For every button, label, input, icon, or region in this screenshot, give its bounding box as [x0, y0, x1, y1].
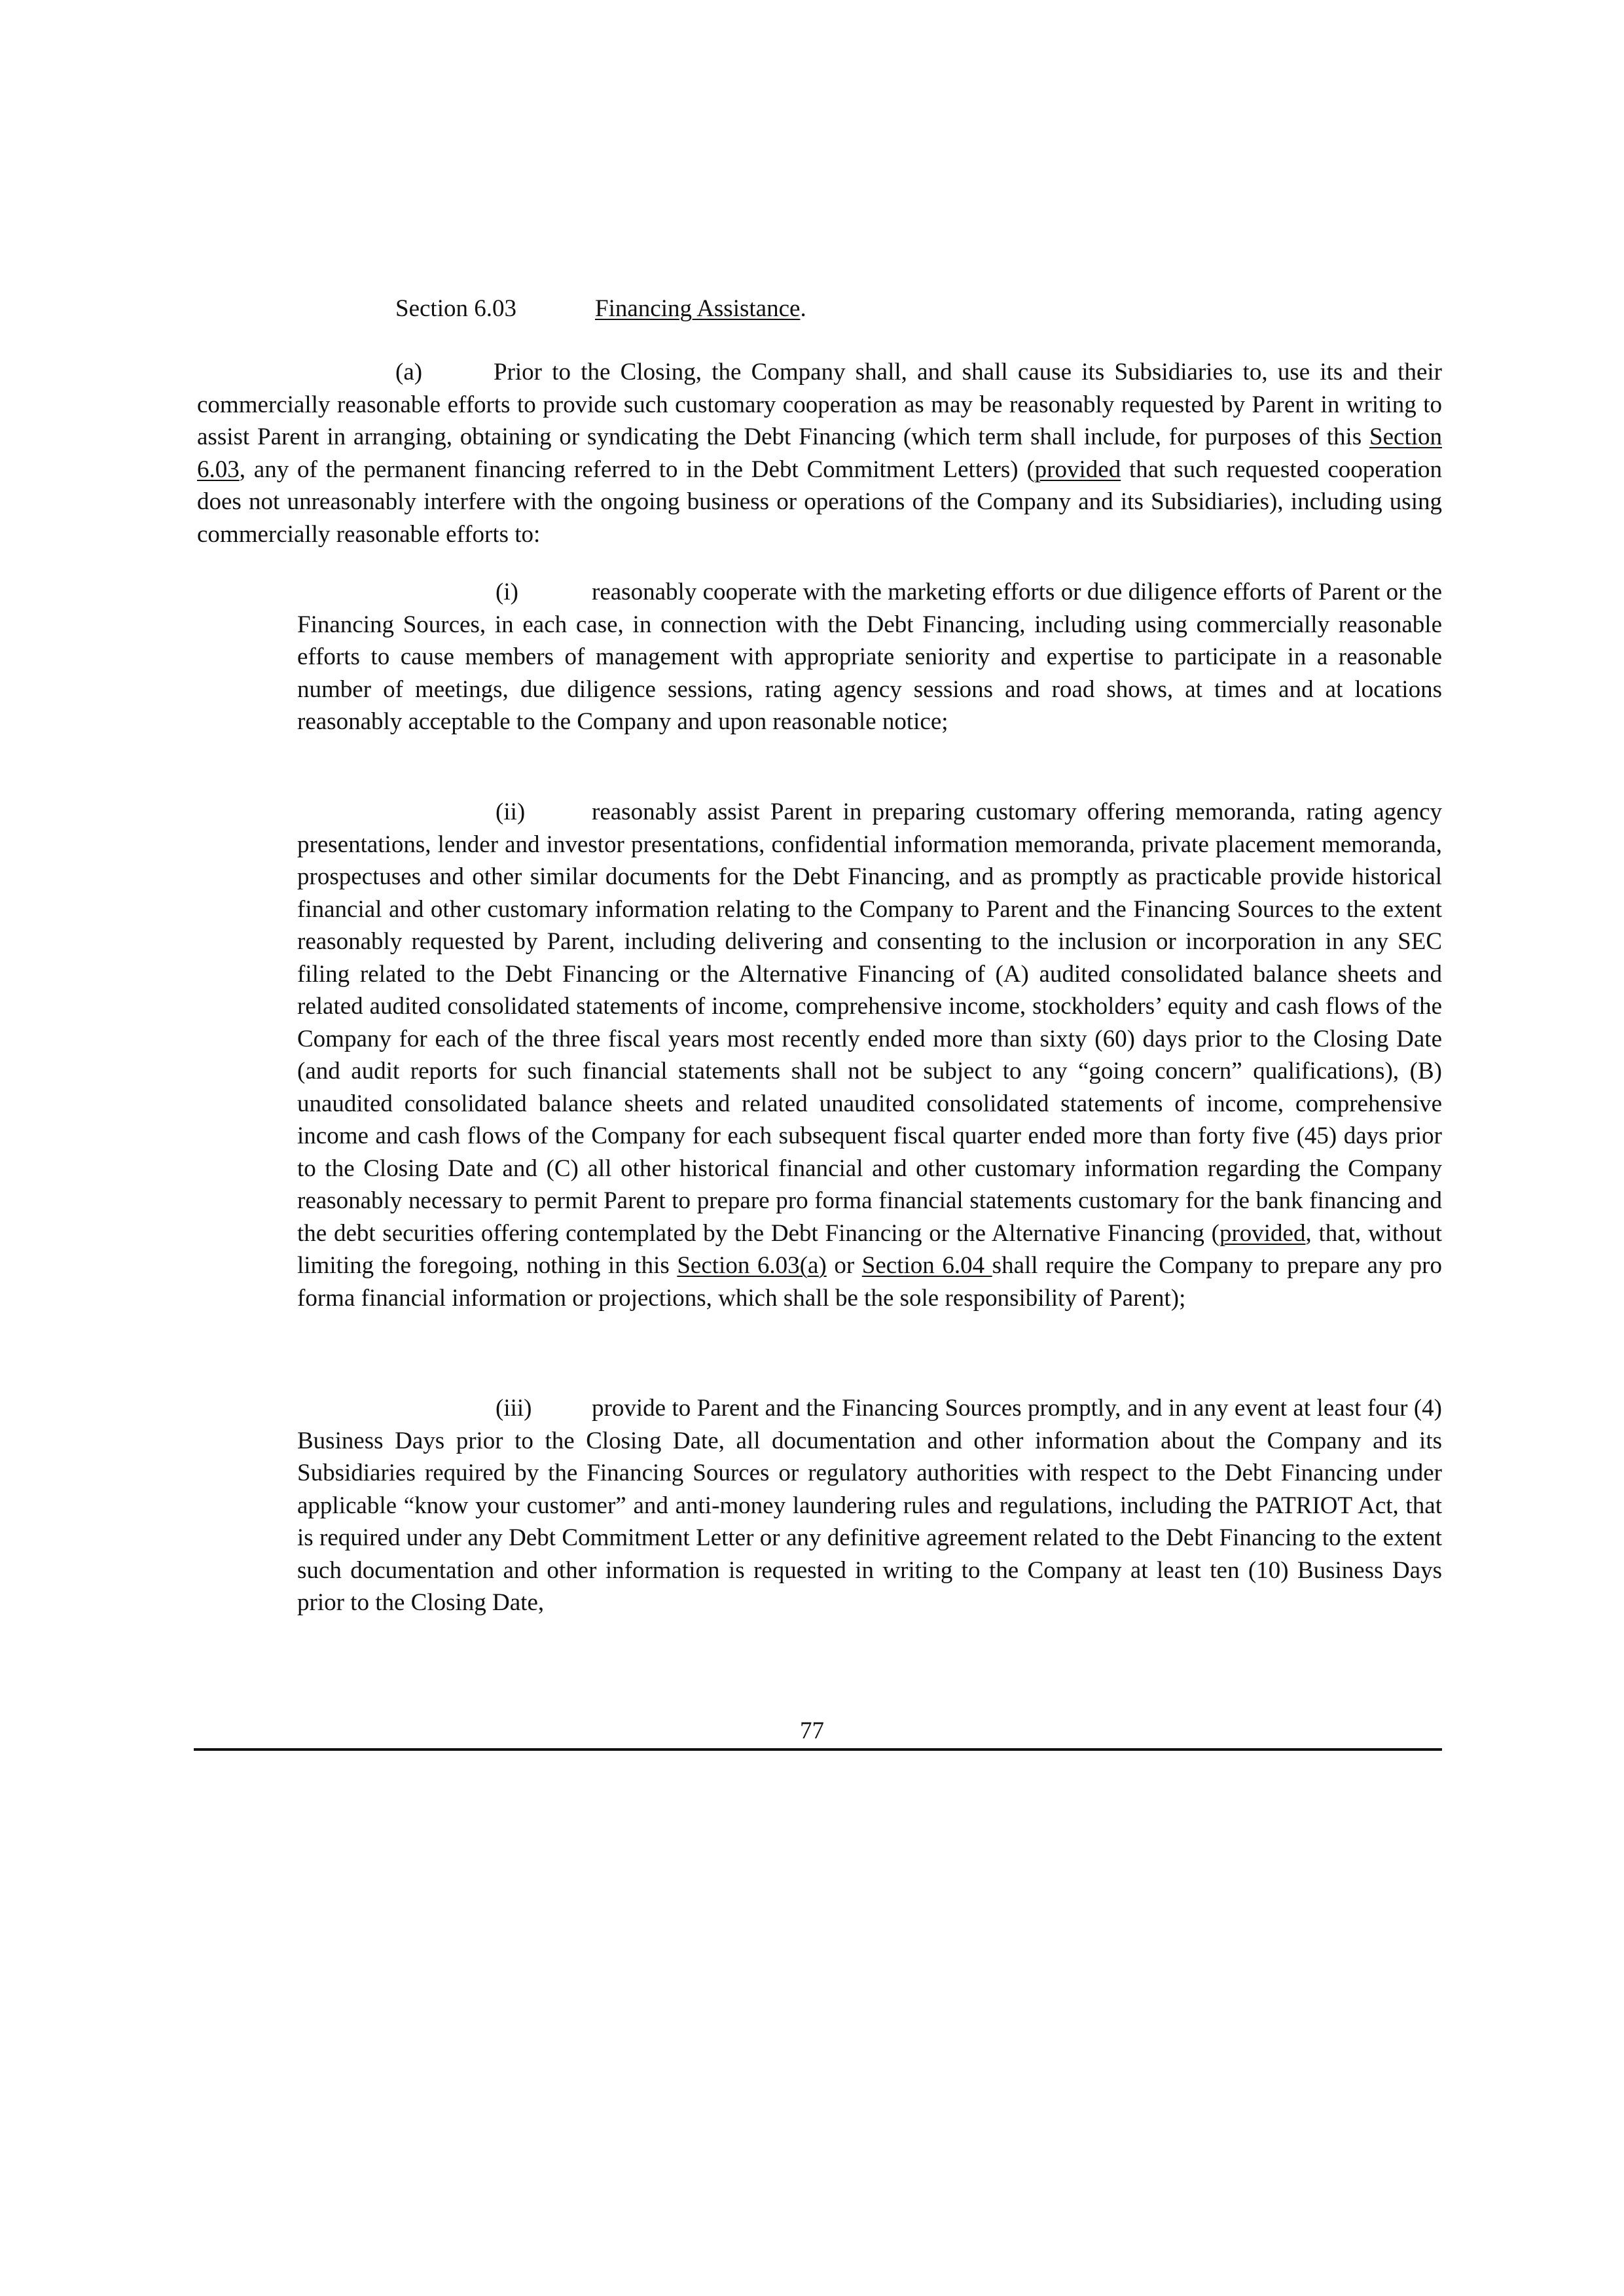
clause-iii: [297, 1392, 1442, 1619]
clause-iii-text: provide to Parent and the Financing Sources promptly, and in any event at least four (4) Business Days prior to the Closing Date, all documentation and other information about the Company and its Subsidiaries required by the Financing Sources or regulatory authorities with respect to the Debt Financing under applicable “know your customer” and anti-money laundering rules and regulations, including the PATRIOT Act, that is required under any Debt Commitment Letter or any definitive agreement related to the Debt Financing to the extent such documentation and other information is requested in writing to the Company at least ten (10) Business Days prior to the Closing Date,: [297, 1395, 1442, 1616]
footer-divider: [194, 1748, 1442, 1751]
paragraph-a-text-2: , any of the permanent financing referred to in the Debt Commitment Letters) (: [239, 456, 1035, 483]
section-reference: Section 6.03: [197, 423, 1442, 483]
clause-ii-text-1: reasonably assist Parent in preparing customary offering memoranda, rating agency presentations, lender and investor presentations, confidential information memoranda, private placement memoranda, prospectuses and other similar documents for the Debt Financing, and as promptly as practicable provide historical financial and other customary information relating to the Company to Parent and the Financing Sources to the extent reasonably requested by Parent, including delivering and consenting to the inclusion or incorporation in any SEC filing related to the Debt Financing or the Alternative Financing of (A) audited consolidated balance sheets and related audited consolidated statements of income, comprehensive income, stockholders’ equity and cash flows of the Company for each of the three fiscal years most recently ended more than sixty (60) days prior to the Closing Date (and audit reports for such financial statements shall not be subject to any “going concern” qualifications), (B) unaudited consolidated balance sheets and related unaudited consolidated statements of income, comprehensive income and cash flows of the Company for each subsequent fiscal quarter ended more than forty five (45) days prior to the Closing Date and (C) all other historical financial and other customary information regarding the Company reasonably necessary to permit Parent to prepare pro forma financial statements customary for the bank financing and the debt securities offering contemplated by the Debt Financing or the Alternative Financing (: [297, 798, 1442, 1247]
paragraph-a: [197, 356, 1442, 550]
section-title: Financing Assistance: [595, 295, 801, 322]
section-number: Section 6.03: [395, 295, 516, 322]
section-heading: [395, 293, 806, 325]
clause-i-label: (i): [496, 579, 518, 605]
page-number: 77: [800, 1717, 824, 1744]
section-reference: Section 6.04: [861, 1252, 992, 1279]
paragraph-a-text-1: Prior to the Closing, the Company shall, and shall cause its Subsidiaries to, use its and their commercially reasonable efforts to provide such customary cooperation as may be reasonably requested by Parent in writing to assist Parent in arranging, obtaining or syndicating the Debt Financing (which term shall include, for purposes of this: [197, 359, 1442, 450]
clause-ii-label: (ii): [496, 798, 526, 825]
clause-ii-text-2: , that, without limiting the foregoing, nothing in this: [297, 1219, 1442, 1279]
provided-term: provided: [1219, 1219, 1306, 1247]
clause-ii-text-3: or: [826, 1252, 862, 1279]
clause-iii-label: (iii): [496, 1395, 532, 1422]
paragraph-a-text-3: that such requested cooperation does not unreasonably interfere with the ongoing business or operations of the Company and its Subsidiaries), including using commercially reasonable efforts to:: [197, 456, 1442, 548]
clause-ii-text-4: shall require the Company to prepare any pro forma financial information or projections, which shall be the sole responsibility of Parent);: [297, 1252, 1442, 1312]
provided-term: provided: [1034, 456, 1121, 483]
clause-ii: [297, 796, 1442, 1314]
clause-i-text: reasonably cooperate with the marketing efforts or due diligence efforts of Parent or the Financing Sources, in each case, in connection with the Debt Financing, including using commercially reasonable efforts to cause members of management with appropriate seniority and expertise to participate in a reasonable number of meetings, due diligence sessions, rating agency sessions and road shows, at times and at locations reasonably acceptable to the Company and upon reasonable notice;: [297, 579, 1442, 735]
paragraph-a-label: (a): [395, 359, 423, 386]
clause-i: [297, 576, 1442, 738]
section-title-period: .: [800, 295, 806, 322]
section-reference: Section 6.03(a): [677, 1252, 827, 1279]
